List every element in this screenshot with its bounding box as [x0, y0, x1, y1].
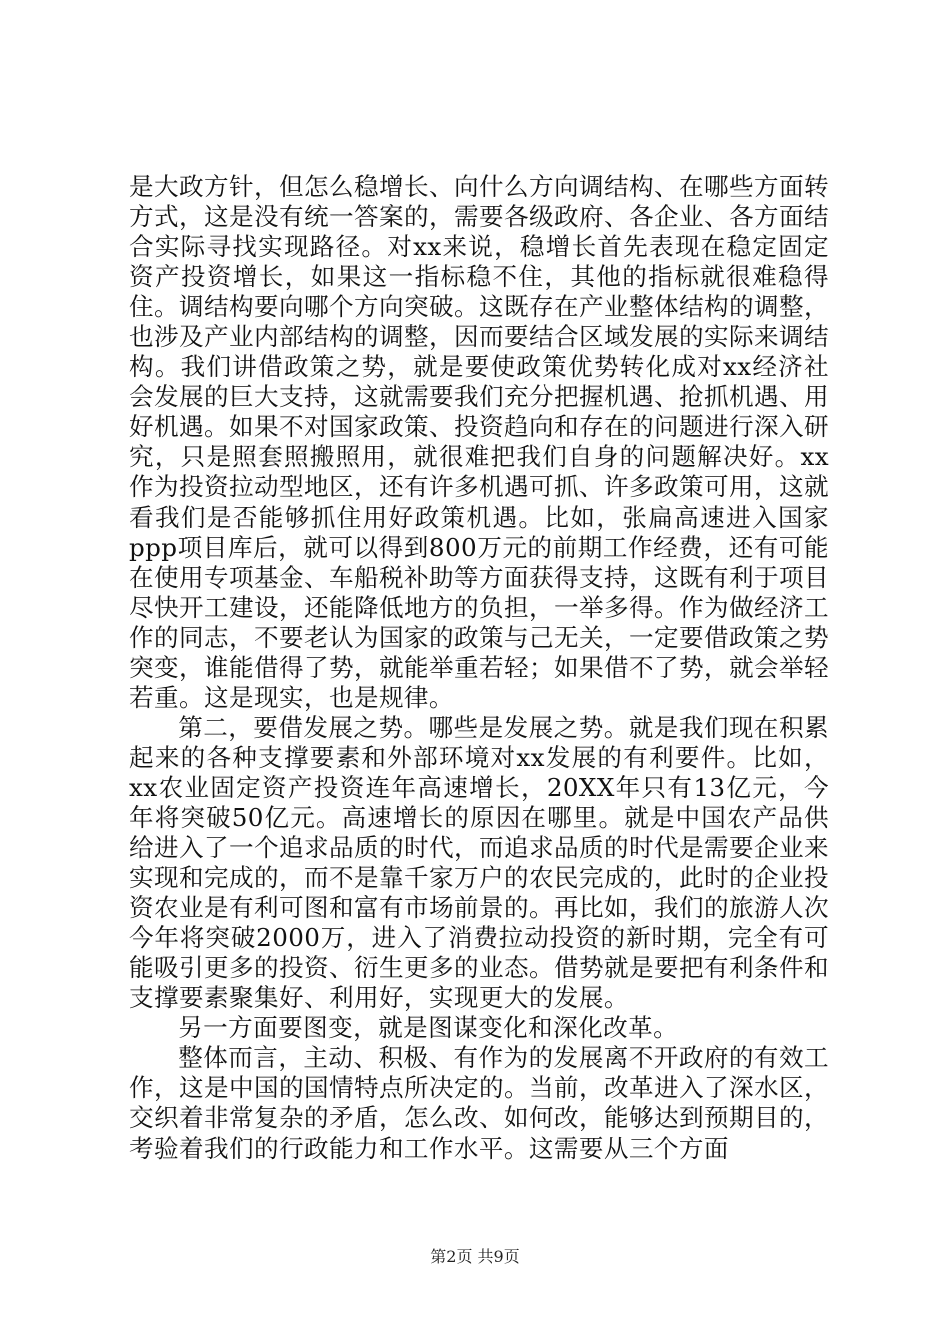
- document-body: [129, 172, 829, 1164]
- paragraph-2: 第二，要借发展之势。哪些是发展之势。就是我们现在积累起来的各种支撑要素和外部环境对xx发展的有利要件。比如，xx农业固定资产投资连年高速增长，20XX年只有13亿元，今年将突破50亿元。高速增长的原因在哪里。就是中国农产品供给进入了一个追求品质的时代，而追求品质的时代是需要企业来实现和完成的，而不是靠千家万户的农民完成的，此时的企业投资农业是有利可图和富有市场前景的。再比如，我们的旅游人次今年将突破2000万，进入了消费拉动投资的新时期，完全有可能吸引更多的投资、衍生更多的业态。借势就是要把有利条件和支撑要素聚集好、利用好，实现更大的发展。: [129, 712, 829, 1013]
- paragraph-4: 整体而言，主动、积极、有作为的发展离不开政府的有效工作，这是中国的国情特点所决定的。当前，改革进入了深水区，交织着非常复杂的矛盾，怎么改、如何改，能够达到预期目的，考验着我们的行政能力和工作水平。这需要从三个方面: [129, 1043, 829, 1163]
- paragraph-3: 另一方面要图变，就是图谋变化和深化改革。: [178, 1013, 679, 1043]
- paragraph-1: 是大政方针，但怎么稳增长、向什么方向调结构、在哪些方面转方式，这是没有统一答案的，需要各级政府、各企业、各方面结合实际寻找实现路径。对xx来说，稳增长首先表现在稳定固定资产投资增长，如果这一指标稳不住，其他的指标就很难稳得住。调结构要向哪个方向突破。这既存在产业整体结构的调整，也涉及产业内部结构的调整，因而要结合区域发展的实际来调结构。我们讲借政策之势，就是要使政策优势转化成对xx经济社会发展的巨大支持，这就需要我们充分把握机遇、抢抓机遇、用好机遇。如果不对国家政策、投资趋向和存在的问题进行深入研究，只是照套照搬照用，就很难把我们自身的问题解决好。xx作为投资拉动型地区，还有许多机遇可抓、许多政策可用，这就看我们是否能够抓住用好政策机遇。比如，张扁高速进入国家ppp项目库后，就可以得到800万元的前期工作经费，还有可能在使用专项基金、车船税补助等方面获得支持，这既有利于项目尽快开工建设，还能降低地方的负担，一举多得。作为做经济工作的同志，不要老认为国家的政策与己无关，一定要借政策之势突变，谁能借得了势，就能举重若轻；如果借不了势，就会举轻若重。这是现实，也是规律。: [129, 172, 829, 712]
- page-number-footer: 第2页 共9页: [430, 1247, 520, 1266]
